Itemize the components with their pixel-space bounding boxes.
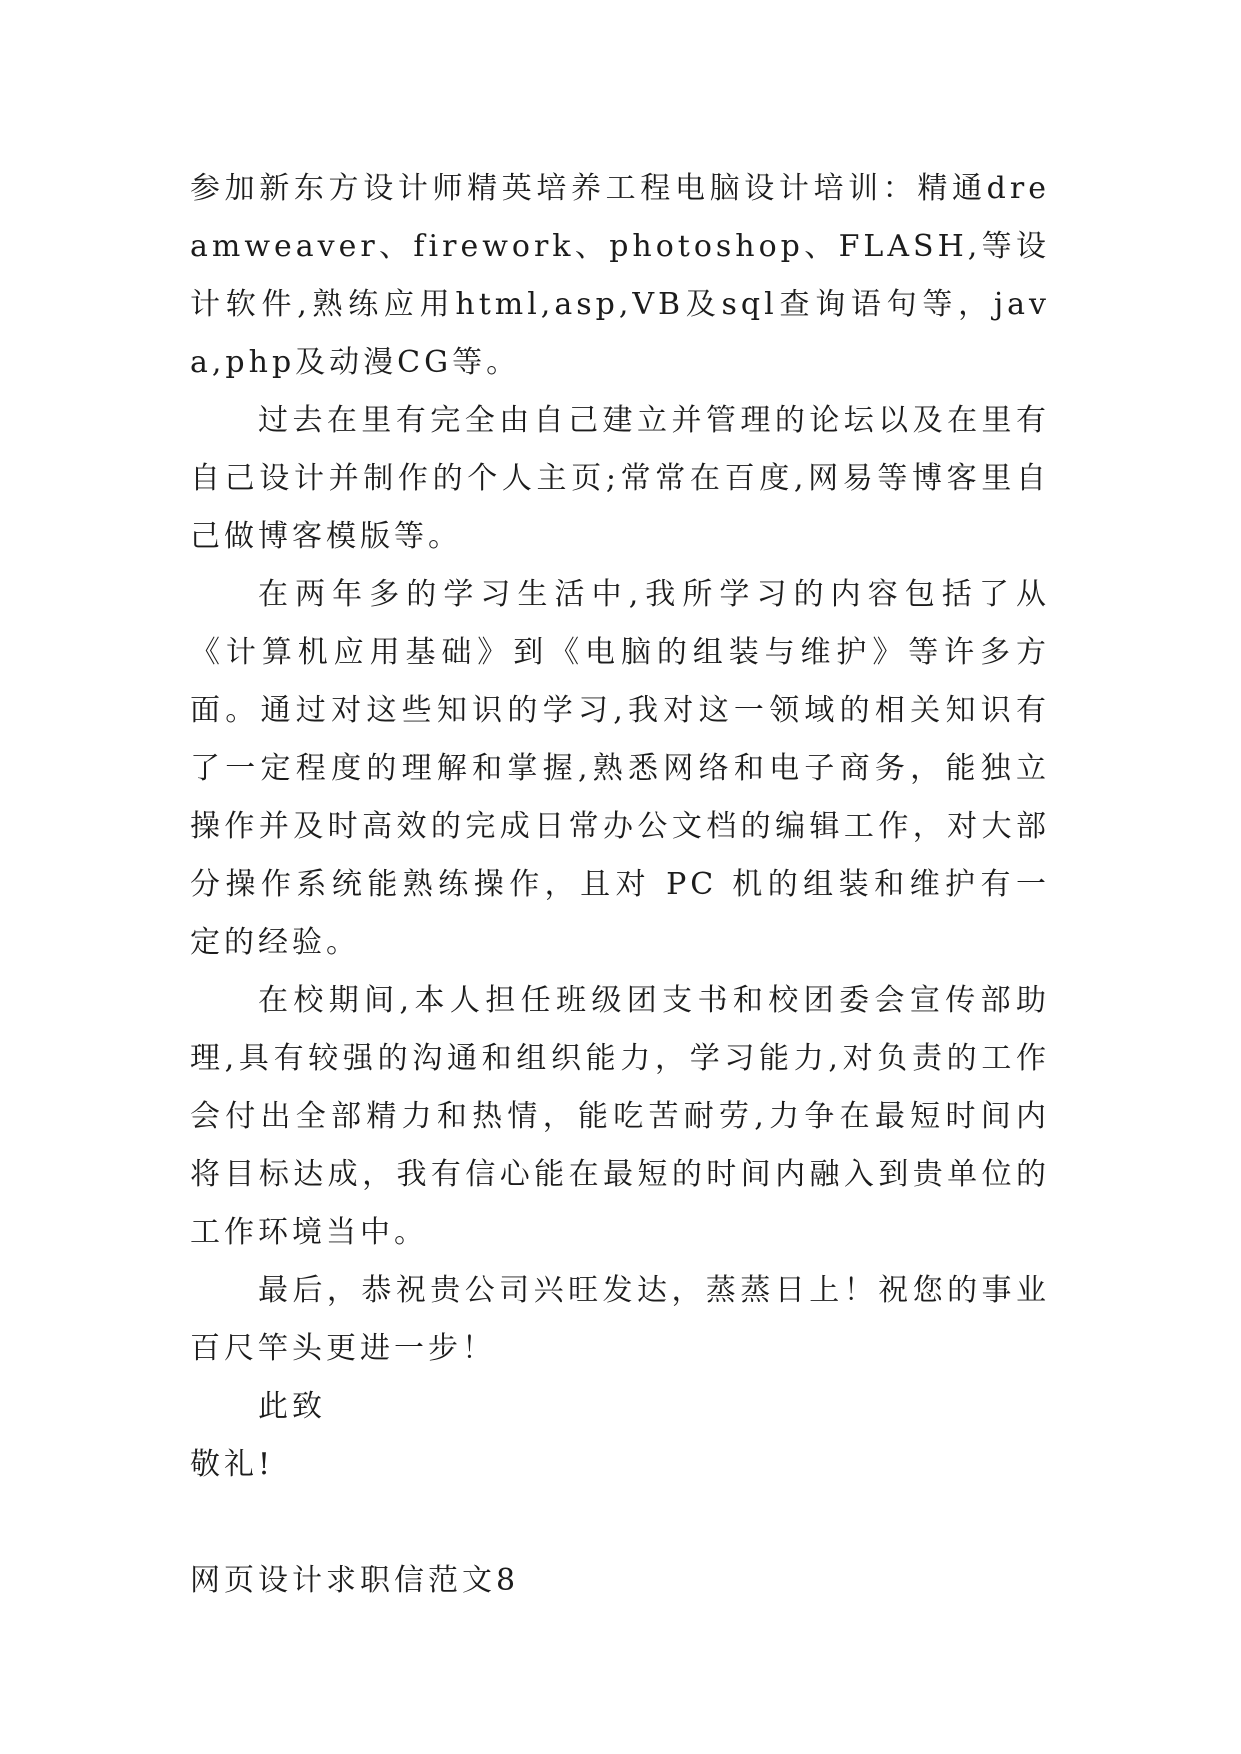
- paragraph-forum: 过去在里有完全由自己建立并管理的论坛以及在里有自己设计并制作的个人主页;常常在百度,网易等博客里自己做博客模版等。: [190, 403, 1050, 554]
- next-section-heading: 网页设计求职信范文8: [190, 1563, 520, 1598]
- paragraph-campus: 在校期间,本人担任班级团支书和校团委会宣传部助理,具有较强的沟通和组织能力，学习能力,对负责的工作会付出全部精力和热情，能吃苦耐劳,力争在最短时间内将目标达成，我有信心能在最短的时间内融入到贵单位的工作环境当中。: [190, 983, 1050, 1250]
- closing-phrase: 此致: [258, 1389, 326, 1424]
- paragraph-training: 参加新东方设计师精英培养工程电脑设计培训：精通dreamweaver、firework、photoshop、FLASH,等设计软件,熟练应用html,asp,VB及sql查询语句等，java,php及动漫CG等。: [190, 171, 1050, 380]
- paragraph-study: 在两年多的学习生活中,我所学习的内容包括了从《计算机应用基础》到《电脑的组装与维护》等许多方面。通过对这些知识的学习,我对这一领域的相关知识有了一定程度的理解和掌握,熟悉网络和电子商务，能独立操作并及时高效的完成日常办公文档的编辑工作，对大部分操作系统能熟练操作，且对 PC 机的组装和维护有一定的经验。: [190, 577, 1050, 960]
- letter-body: [190, 160, 1050, 1610]
- paragraph-wishes: 最后，恭祝贵公司兴旺发达，蒸蒸日上！祝您的事业百尺竿头更进一步！: [190, 1273, 1050, 1366]
- salutation: 敬礼!: [190, 1447, 275, 1482]
